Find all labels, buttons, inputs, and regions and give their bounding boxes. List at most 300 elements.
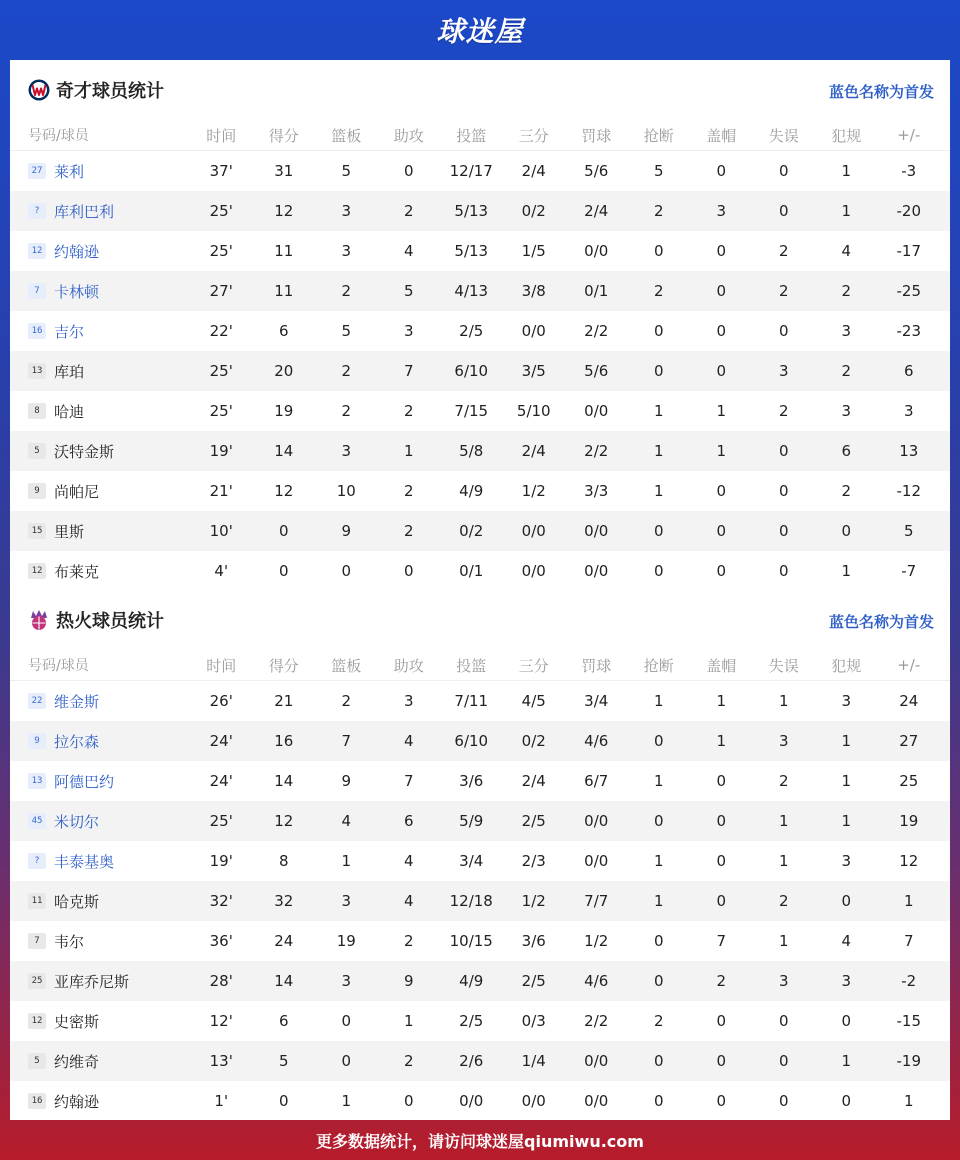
starter-legend-note: 蓝色名称为首发 (828, 613, 934, 631)
column-header: 得分 (268, 126, 299, 145)
column-header: 犯规 (831, 656, 862, 675)
stat-cell: 1 (903, 1092, 914, 1110)
stat-cell: 0 (653, 242, 664, 260)
stat-cell: 0/0 (521, 522, 546, 540)
player-name: 库珀 (54, 362, 85, 381)
player-name: 卡林顿 (54, 282, 100, 301)
stat-cell: 6/10 (454, 732, 489, 750)
stat-cell: 1 (841, 732, 852, 750)
stat-cell: 5/9 (459, 812, 484, 830)
stat-cell: 12 (899, 852, 919, 870)
stat-cell: 0 (716, 892, 727, 910)
stat-cell: 24 (899, 692, 919, 710)
player-cell (10, 481, 190, 502)
stat-cell: 37' (209, 162, 233, 180)
stat-cell: 21' (209, 482, 233, 500)
stat-cell: 1 (403, 1012, 414, 1030)
jersey-number-badge: 22 (28, 693, 46, 709)
stat-cell: 0 (778, 442, 789, 460)
table-header (10, 120, 950, 151)
stat-cell: 2 (841, 282, 852, 300)
stat-cell: 0/1 (584, 282, 609, 300)
stat-cell: 1 (778, 692, 789, 710)
stat-cell: -25 (896, 282, 921, 300)
jersey-number-badge: 25 (28, 973, 46, 989)
stat-cell: 9 (341, 522, 352, 540)
stat-cell: 0 (778, 1012, 789, 1030)
stat-cell: 3 (341, 202, 352, 220)
column-header: 投篮 (456, 126, 487, 145)
stat-cell: 0 (841, 892, 852, 910)
jersey-number-badge: 12 (28, 563, 46, 579)
stat-cell: 0 (841, 522, 852, 540)
stat-cell: 27 (899, 732, 919, 750)
jersey-number-badge: 13 (28, 363, 46, 379)
stat-cell: 2 (403, 1052, 414, 1070)
column-header: 号码/球员 (28, 128, 89, 144)
stat-cell: 0/0 (521, 322, 546, 340)
stat-cell: 3 (403, 322, 414, 340)
stat-cell: 3/6 (459, 772, 484, 790)
stat-cell: 0 (716, 362, 727, 380)
player-cell (10, 891, 190, 912)
stat-cell: 1 (778, 852, 789, 870)
stat-cell: 0 (716, 1052, 727, 1070)
stat-cell: 5 (903, 522, 914, 540)
stat-cell: 6 (278, 322, 289, 340)
player-cell (10, 931, 190, 952)
stat-cell: 0 (778, 522, 789, 540)
stat-cell: 19' (209, 442, 233, 460)
player-name: 维金斯 (54, 692, 100, 711)
stat-cell: 0 (341, 1012, 352, 1030)
stat-cell: 0/0 (584, 1052, 609, 1070)
stats-panel (10, 60, 950, 1120)
stat-cell: 0 (716, 562, 727, 580)
stat-cell: 12 (274, 812, 294, 830)
player-name: 亚库乔尼斯 (54, 972, 130, 991)
stat-cell: 2/3 (521, 852, 546, 870)
stat-cell: 3 (903, 402, 914, 420)
stat-cell: 14 (274, 772, 294, 790)
column-header: 三分 (518, 126, 549, 145)
stat-cell: 1 (403, 442, 414, 460)
stat-cell: 12 (274, 202, 294, 220)
player-cell (10, 241, 190, 262)
column-header: 失误 (768, 656, 799, 675)
stat-cell: 0 (403, 562, 414, 580)
stat-cell: 24 (274, 932, 294, 950)
table-row (10, 471, 950, 511)
stat-cell: 28' (209, 972, 233, 990)
table-row (10, 1041, 950, 1081)
stat-cell: 3 (341, 972, 352, 990)
team-section-heat (10, 590, 950, 1121)
stat-cell: 1 (653, 892, 664, 910)
stat-cell: 0/0 (584, 242, 609, 260)
stat-cell: 11 (274, 282, 294, 300)
stat-cell: 0 (278, 522, 289, 540)
stat-cell: 4/9 (459, 972, 484, 990)
player-name: 尚帕尼 (54, 482, 100, 501)
stat-cell: 5 (278, 1052, 289, 1070)
stat-cell: 1/2 (521, 892, 546, 910)
jersey-number-badge: 45 (28, 813, 46, 829)
stat-cell: 7 (403, 362, 414, 380)
column-header: 投篮 (456, 656, 487, 675)
stat-cell: 4 (341, 812, 352, 830)
stat-cell: 4/6 (584, 732, 609, 750)
stat-cell: 7/7 (584, 892, 609, 910)
stat-cell: 0/0 (584, 852, 609, 870)
table-row (10, 191, 950, 231)
column-header: 篮板 (331, 656, 362, 675)
player-cell (10, 361, 190, 382)
stat-cell: 0 (653, 562, 664, 580)
stat-cell: -23 (896, 322, 921, 340)
stat-cell: 1 (716, 732, 727, 750)
player-cell (10, 401, 190, 422)
player-name: 阿德巴约 (54, 772, 115, 791)
stat-cell: 0 (716, 322, 727, 340)
stat-cell: 25' (209, 812, 233, 830)
stat-cell: 32 (274, 892, 294, 910)
stat-cell: 1 (653, 692, 664, 710)
player-cell (10, 321, 190, 342)
wizards-logo-icon (28, 79, 50, 101)
stat-cell: 9 (403, 972, 414, 990)
stat-cell: 25' (209, 402, 233, 420)
stat-cell: 0 (778, 482, 789, 500)
stat-cell: 0 (278, 1092, 289, 1110)
stat-cell: -12 (896, 482, 921, 500)
stat-cell: 2 (341, 362, 352, 380)
player-rows (10, 151, 950, 591)
stat-cell: 2/4 (521, 772, 546, 790)
stat-cell: 2 (653, 202, 664, 220)
column-header: 篮板 (331, 126, 362, 145)
stat-cell: 0 (341, 562, 352, 580)
stat-cell: 0 (716, 772, 727, 790)
stat-cell: 24' (209, 732, 233, 750)
stat-cell: 6 (903, 362, 914, 380)
stat-cell: 3/4 (584, 692, 609, 710)
stat-cell: 0 (778, 322, 789, 340)
player-cell (10, 731, 190, 752)
stat-cell: 0 (341, 1052, 352, 1070)
player-rows (10, 681, 950, 1121)
column-header: 时间 (206, 126, 237, 145)
stat-cell: 3 (778, 362, 789, 380)
player-name: 史密斯 (54, 1012, 100, 1031)
stat-cell: 7 (341, 732, 352, 750)
stat-cell: 3/8 (521, 282, 546, 300)
jersey-number-badge: 9 (28, 733, 46, 749)
stat-cell: 4 (841, 932, 852, 950)
stat-cell: 0 (716, 482, 727, 500)
table-row (10, 761, 950, 801)
stat-cell: -19 (896, 1052, 921, 1070)
table-row (10, 1081, 950, 1121)
column-header: 抢断 (643, 656, 674, 675)
player-name: 吉尔 (54, 322, 85, 341)
stat-cell: 19 (274, 402, 294, 420)
stat-cell: 0/1 (459, 562, 484, 580)
jersey-number-badge: 13 (28, 773, 46, 789)
stat-cell: 2 (403, 202, 414, 220)
stat-cell: 0 (716, 522, 727, 540)
column-header: 三分 (518, 656, 549, 675)
stat-cell: 1/2 (584, 932, 609, 950)
column-header: +/- (897, 656, 921, 674)
player-name: 拉尔森 (54, 732, 100, 751)
jersey-number-badge: 16 (28, 323, 46, 339)
stat-cell: 0/0 (584, 812, 609, 830)
stat-cell: 24' (209, 772, 233, 790)
player-name: 里斯 (54, 522, 85, 541)
player-name: 韦尔 (54, 932, 85, 951)
stat-cell: 2 (341, 402, 352, 420)
stat-cell: 14 (274, 442, 294, 460)
stat-cell: 0 (841, 1092, 852, 1110)
table-row (10, 351, 950, 391)
stat-cell: 4/13 (454, 282, 489, 300)
stat-cell: -2 (901, 972, 917, 990)
stat-cell: -3 (901, 162, 917, 180)
stat-cell: 1/4 (521, 1052, 546, 1070)
stat-cell: 7 (403, 772, 414, 790)
stat-cell: 5/6 (584, 162, 609, 180)
section-title: 奇才球员统计 (56, 81, 164, 102)
stat-cell: 1 (653, 482, 664, 500)
stat-cell: 0 (778, 1052, 789, 1070)
stat-cell: 2 (778, 282, 789, 300)
jersey-number-badge: 8 (28, 403, 46, 419)
player-cell (10, 201, 190, 222)
jersey-number-badge: 9 (28, 483, 46, 499)
stat-cell: 0/0 (584, 402, 609, 420)
stat-cell: 1 (841, 1052, 852, 1070)
stat-cell: 3 (341, 242, 352, 260)
stat-cell: 0 (653, 732, 664, 750)
stat-cell: 0 (653, 362, 664, 380)
stat-cell: 5/8 (459, 442, 484, 460)
stat-cell: 2/5 (521, 812, 546, 830)
stat-cell: 8 (278, 852, 289, 870)
stat-cell: 2 (341, 692, 352, 710)
stat-cell: 32' (209, 892, 233, 910)
stat-cell: 3 (841, 972, 852, 990)
stat-cell: 3 (778, 972, 789, 990)
jersey-number-badge: 5 (28, 443, 46, 459)
stat-cell: 1 (341, 1092, 352, 1110)
stat-cell: 1 (653, 772, 664, 790)
stat-cell: 2 (778, 242, 789, 260)
stat-cell: 25' (209, 242, 233, 260)
stat-cell: 0/2 (459, 522, 484, 540)
column-header: 时间 (206, 656, 237, 675)
stat-cell: 4 (403, 732, 414, 750)
stat-cell: 25' (209, 202, 233, 220)
stat-cell: 4 (403, 242, 414, 260)
jersey-number-badge: 15 (28, 523, 46, 539)
stat-cell: 2 (778, 772, 789, 790)
player-cell (10, 1051, 190, 1072)
stat-cell: 3/3 (584, 482, 609, 500)
stat-cell: 2/5 (459, 1012, 484, 1030)
stat-cell: 0 (716, 812, 727, 830)
jersey-number-badge: 12 (28, 243, 46, 259)
table-row (10, 921, 950, 961)
stat-cell: 31 (274, 162, 294, 180)
section-header (10, 590, 950, 650)
stat-cell: 0 (716, 1092, 727, 1110)
table-row (10, 801, 950, 841)
team-section-wizards (10, 60, 950, 591)
jersey-number-badge: 7 (28, 283, 46, 299)
player-cell (10, 1091, 190, 1112)
stat-cell: 1 (653, 852, 664, 870)
stat-cell: 10 (336, 482, 356, 500)
stat-cell: 7 (716, 932, 727, 950)
stat-cell: 6 (403, 812, 414, 830)
column-header: 抢断 (643, 126, 674, 145)
stat-cell: 1 (778, 812, 789, 830)
stat-cell: 5 (341, 162, 352, 180)
table-row (10, 391, 950, 431)
stat-cell: 12/18 (449, 892, 493, 910)
stat-cell: 5/6 (584, 362, 609, 380)
stat-cell: 5 (653, 162, 664, 180)
column-header: 盖帽 (706, 656, 737, 675)
player-cell (10, 441, 190, 462)
stat-cell: 1 (841, 202, 852, 220)
stat-cell: 2 (778, 892, 789, 910)
stat-cell: 0 (653, 812, 664, 830)
player-cell (10, 521, 190, 542)
stat-cell: 2 (403, 522, 414, 540)
table-row (10, 721, 950, 761)
player-cell (10, 771, 190, 792)
stat-cell: 3/4 (459, 852, 484, 870)
stat-cell: 6/7 (584, 772, 609, 790)
stat-cell: -20 (896, 202, 921, 220)
player-name: 约翰逊 (54, 242, 100, 261)
stat-cell: 2 (841, 482, 852, 500)
stat-cell: 1 (716, 692, 727, 710)
stat-cell: 10' (209, 522, 233, 540)
heat-logo-icon (28, 609, 50, 631)
player-name: 布莱克 (54, 562, 100, 581)
section-title: 热火球员统计 (56, 611, 164, 632)
stat-cell: 1 (841, 772, 852, 790)
stat-cell: 3 (341, 442, 352, 460)
stat-cell: 1 (716, 442, 727, 460)
table-row (10, 841, 950, 881)
stat-cell: 3 (341, 892, 352, 910)
stat-cell: 0 (716, 162, 727, 180)
player-cell (10, 161, 190, 182)
stat-cell: 5 (341, 322, 352, 340)
stat-cell: 5/13 (454, 202, 489, 220)
stat-cell: 13' (209, 1052, 233, 1070)
stat-cell: 1/5 (521, 242, 546, 260)
player-name: 约翰逊 (54, 1092, 100, 1111)
stat-cell: 19 (899, 812, 919, 830)
stat-cell: 2/5 (521, 972, 546, 990)
section-header (10, 60, 950, 120)
stat-cell: 6 (841, 442, 852, 460)
stat-cell: 0 (653, 1052, 664, 1070)
column-header: +/- (897, 126, 921, 144)
stat-cell: 1 (841, 812, 852, 830)
stat-cell: 0 (653, 932, 664, 950)
stat-cell: 2 (841, 362, 852, 380)
stat-cell: 4/9 (459, 482, 484, 500)
stat-cell: 2/2 (584, 442, 609, 460)
stat-cell: 0 (716, 852, 727, 870)
stat-cell: 3 (403, 692, 414, 710)
stat-cell: 6 (278, 1012, 289, 1030)
stat-cell: 0/0 (521, 562, 546, 580)
stat-cell: 0 (653, 522, 664, 540)
jersey-number-badge: 5 (28, 1053, 46, 1069)
stat-cell: 7/11 (454, 692, 489, 710)
stat-cell: 4 (841, 242, 852, 260)
stat-cell: 0 (778, 202, 789, 220)
stat-cell: 5 (403, 282, 414, 300)
column-header: 助攻 (393, 126, 424, 145)
player-name: 哈迪 (54, 402, 85, 421)
column-header: 助攻 (393, 656, 424, 675)
player-cell (10, 561, 190, 582)
stat-cell: 0/2 (521, 202, 546, 220)
column-header: 得分 (268, 656, 299, 675)
stat-cell: 0/0 (584, 1092, 609, 1110)
jersey-number-badge: ? (28, 853, 46, 869)
jersey-number-badge: 12 (28, 1013, 46, 1029)
stat-cell: 7 (903, 932, 914, 950)
table-row (10, 151, 950, 191)
stat-cell: 3 (841, 692, 852, 710)
stat-cell: 3/5 (521, 362, 546, 380)
stat-cell: 0 (778, 1092, 789, 1110)
stat-cell: 1 (778, 932, 789, 950)
stat-cell: 1 (716, 402, 727, 420)
column-header: 号码/球员 (28, 658, 89, 674)
jersey-number-badge: 27 (28, 163, 46, 179)
stat-cell: 22' (209, 322, 233, 340)
stat-cell: 16 (274, 732, 294, 750)
column-header: 罚球 (581, 656, 612, 675)
stat-cell: 2/4 (584, 202, 609, 220)
table-row (10, 961, 950, 1001)
table-row (10, 681, 950, 721)
player-cell (10, 691, 190, 712)
stat-cell: 1 (653, 442, 664, 460)
stat-cell: 0/0 (459, 1092, 484, 1110)
player-cell (10, 811, 190, 832)
stat-cell: 0/3 (521, 1012, 546, 1030)
table-header (10, 650, 950, 681)
stat-cell: 2/4 (521, 162, 546, 180)
stat-cell: 0 (278, 562, 289, 580)
starter-legend-note: 蓝色名称为首发 (828, 83, 934, 101)
footer-text: 更多数据统计，请访问球迷屋qiumiwu.com (316, 1131, 644, 1151)
stat-cell: 0 (716, 1012, 727, 1030)
stat-cell: 3/6 (521, 932, 546, 950)
table-row (10, 431, 950, 471)
